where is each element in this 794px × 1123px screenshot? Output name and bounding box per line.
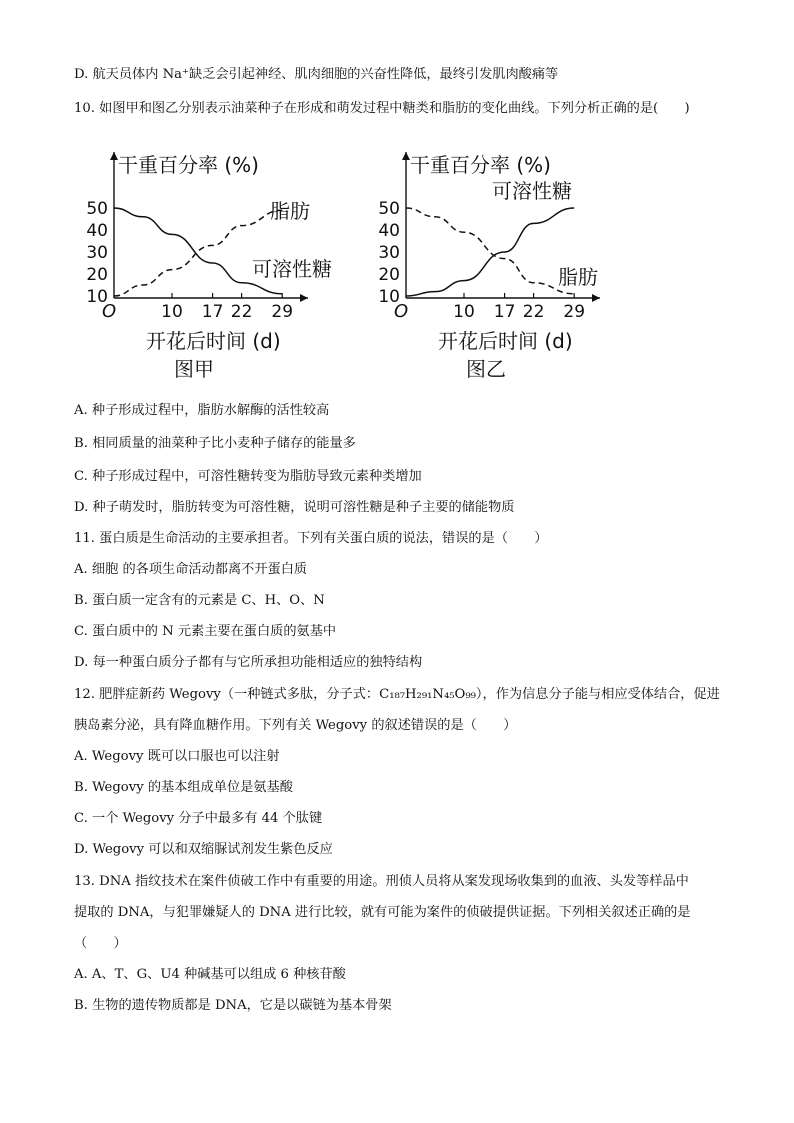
chart-yi-svg (372, 140, 642, 385)
chart-1-series-1 (406, 208, 574, 294)
chart-0-caption: 图甲 (174, 357, 214, 381)
chart-1-y-label: 干重百分率 (%) (410, 153, 551, 177)
chart-jia-svg (80, 140, 350, 385)
option-12d: D. Wegovy 可以和双缩脲试剂发生紫色反应 (74, 842, 333, 857)
chart-0-series-0 (114, 210, 282, 296)
chart-0-y-tick-40: 40 (86, 221, 108, 241)
question-11: 11. 蛋白质是生命活动的主要承担者。下列有关蛋白质的说法，错误的是（ ） (74, 531, 548, 546)
chart-0-origin-label: O (102, 301, 117, 322)
chart-jia (80, 140, 350, 385)
chart-1-y-tick-20: 20 (378, 265, 400, 285)
chart-0-x-tick-10: 10 (161, 302, 183, 322)
question-13-line2: 提取的 DNA，与犯罪嫌疑人的 DNA 进行比较，就有可能为案件的侦破提供证据。下列相关叙述正确的是 (74, 905, 691, 920)
chart-1-x-tick-10: 10 (453, 302, 475, 322)
chart-1-y-tick-50: 50 (378, 199, 400, 219)
chart-0-y-tick-20: 20 (86, 265, 108, 285)
chart-0-y-label: 干重百分率 (%) (118, 153, 259, 177)
chart-0-x-tick-22: 22 (230, 302, 253, 322)
option-12b: B. Wegovy 的基本组成单位是氨基酸 (74, 780, 293, 795)
question-10: 10. 如图甲和图乙分别表示油菜种子在形成和萌发过程中糖类和脂肪的变化曲线。下列分析正确的是( ) (74, 101, 690, 116)
chart-0-y-tick-10: 10 (86, 287, 108, 307)
option-11c: C. 蛋白质中的 N 元素主要在蛋白质的氨基中 (74, 624, 337, 639)
option-11b: B. 蛋白质一定含有的元素是 C、H、O、N (74, 593, 325, 608)
option-13b: B. 生物的遗传物质都是 DNA，它是以碳链为基本骨架 (74, 998, 392, 1013)
question-12-line2: 胰岛素分泌，具有降血糖作用。下列有关 Wegovy 的叙述错误的是（ ） (74, 718, 517, 733)
chart-1-x-tick-22: 22 (522, 302, 545, 322)
option-10b: B. 相同质量的油菜种子比小麦种子储存的能量多 (74, 436, 356, 451)
chart-yi (372, 140, 642, 385)
chart-0-x-axis-arrow (300, 294, 308, 302)
question-13-line3: （ ） (74, 936, 127, 951)
chart-1-x-tick-29: 29 (563, 302, 586, 322)
chart-0-y-tick-30: 30 (86, 243, 108, 263)
chart-1-caption: 图乙 (466, 357, 506, 381)
option-12a: A. Wegovy 既可以口服也可以注射 (74, 749, 280, 764)
chart-1-x-label: 开花后时间 (d) (438, 329, 573, 353)
line-l1: D. 航天员体内 Na⁺缺乏会引起神经、肌肉细胞的兴奋性降低，最终引发肌肉酸痛等 (74, 67, 559, 82)
chart-1-series-0 (406, 208, 574, 296)
question-12-line1: 12. 肥胖症新药 Wegovy（一种链式多肽，分子式：C₁₈₇H₂₉₁N₄₅O₉₉），作为信息分子能与相应受体结合，促进 (74, 687, 720, 702)
chart-1-x-axis-arrow (592, 294, 600, 302)
chart-0-x-label: 开花后时间 (d) (146, 329, 281, 353)
option-10a: A. 种子形成过程中，脂肪水解酶的活性较高 (74, 403, 330, 418)
chart-0-y-tick-50: 50 (86, 199, 108, 219)
chart-1-y-tick-10: 10 (378, 287, 400, 307)
question-13-line1: 13. DNA 指纹技术在案件侦破工作中有重要的用途。刑侦人员将从案发现场收集到的血液、头发等样品中 (74, 874, 689, 889)
chart-1-series-label-0: 可溶性糖 (492, 179, 572, 203)
chart-1-y-tick-30: 30 (378, 243, 400, 263)
chart-0-y-axis-arrow (110, 152, 118, 160)
chart-1-series-label-1: 脂肪 (558, 265, 598, 289)
chart-1-y-tick-40: 40 (378, 221, 400, 241)
option-10d: D. 种子萌发时，脂肪转变为可溶性糖，说明可溶性糖是种子主要的储能物质 (74, 500, 515, 515)
chart-0-x-tick-29: 29 (271, 302, 294, 322)
chart-0-series-label-1: 可溶性糖 (252, 257, 332, 281)
chart-0-series-label-0: 脂肪 (270, 199, 310, 223)
option-11d: D. 每一种蛋白质分子都有与它所承担功能相适应的独特结构 (74, 655, 423, 670)
chart-0-x-tick-17: 17 (201, 302, 224, 322)
chart-1-x-tick-17: 17 (493, 302, 516, 322)
option-12c: C. 一个 Wegovy 分子中最多有 44 个肽键 (74, 811, 323, 826)
option-10c: C. 种子形成过程中，可溶性糖转变为脂肪导致元素种类增加 (74, 469, 422, 484)
option-13a: A. A、T、G、U4 种碱基可以组成 6 种核苷酸 (74, 967, 346, 982)
chart-1-origin-label: O (394, 301, 409, 322)
chart-1-y-axis-arrow (402, 152, 410, 160)
option-11a: A. 细胞 的各项生命活动都离不开蛋白质 (74, 562, 308, 577)
